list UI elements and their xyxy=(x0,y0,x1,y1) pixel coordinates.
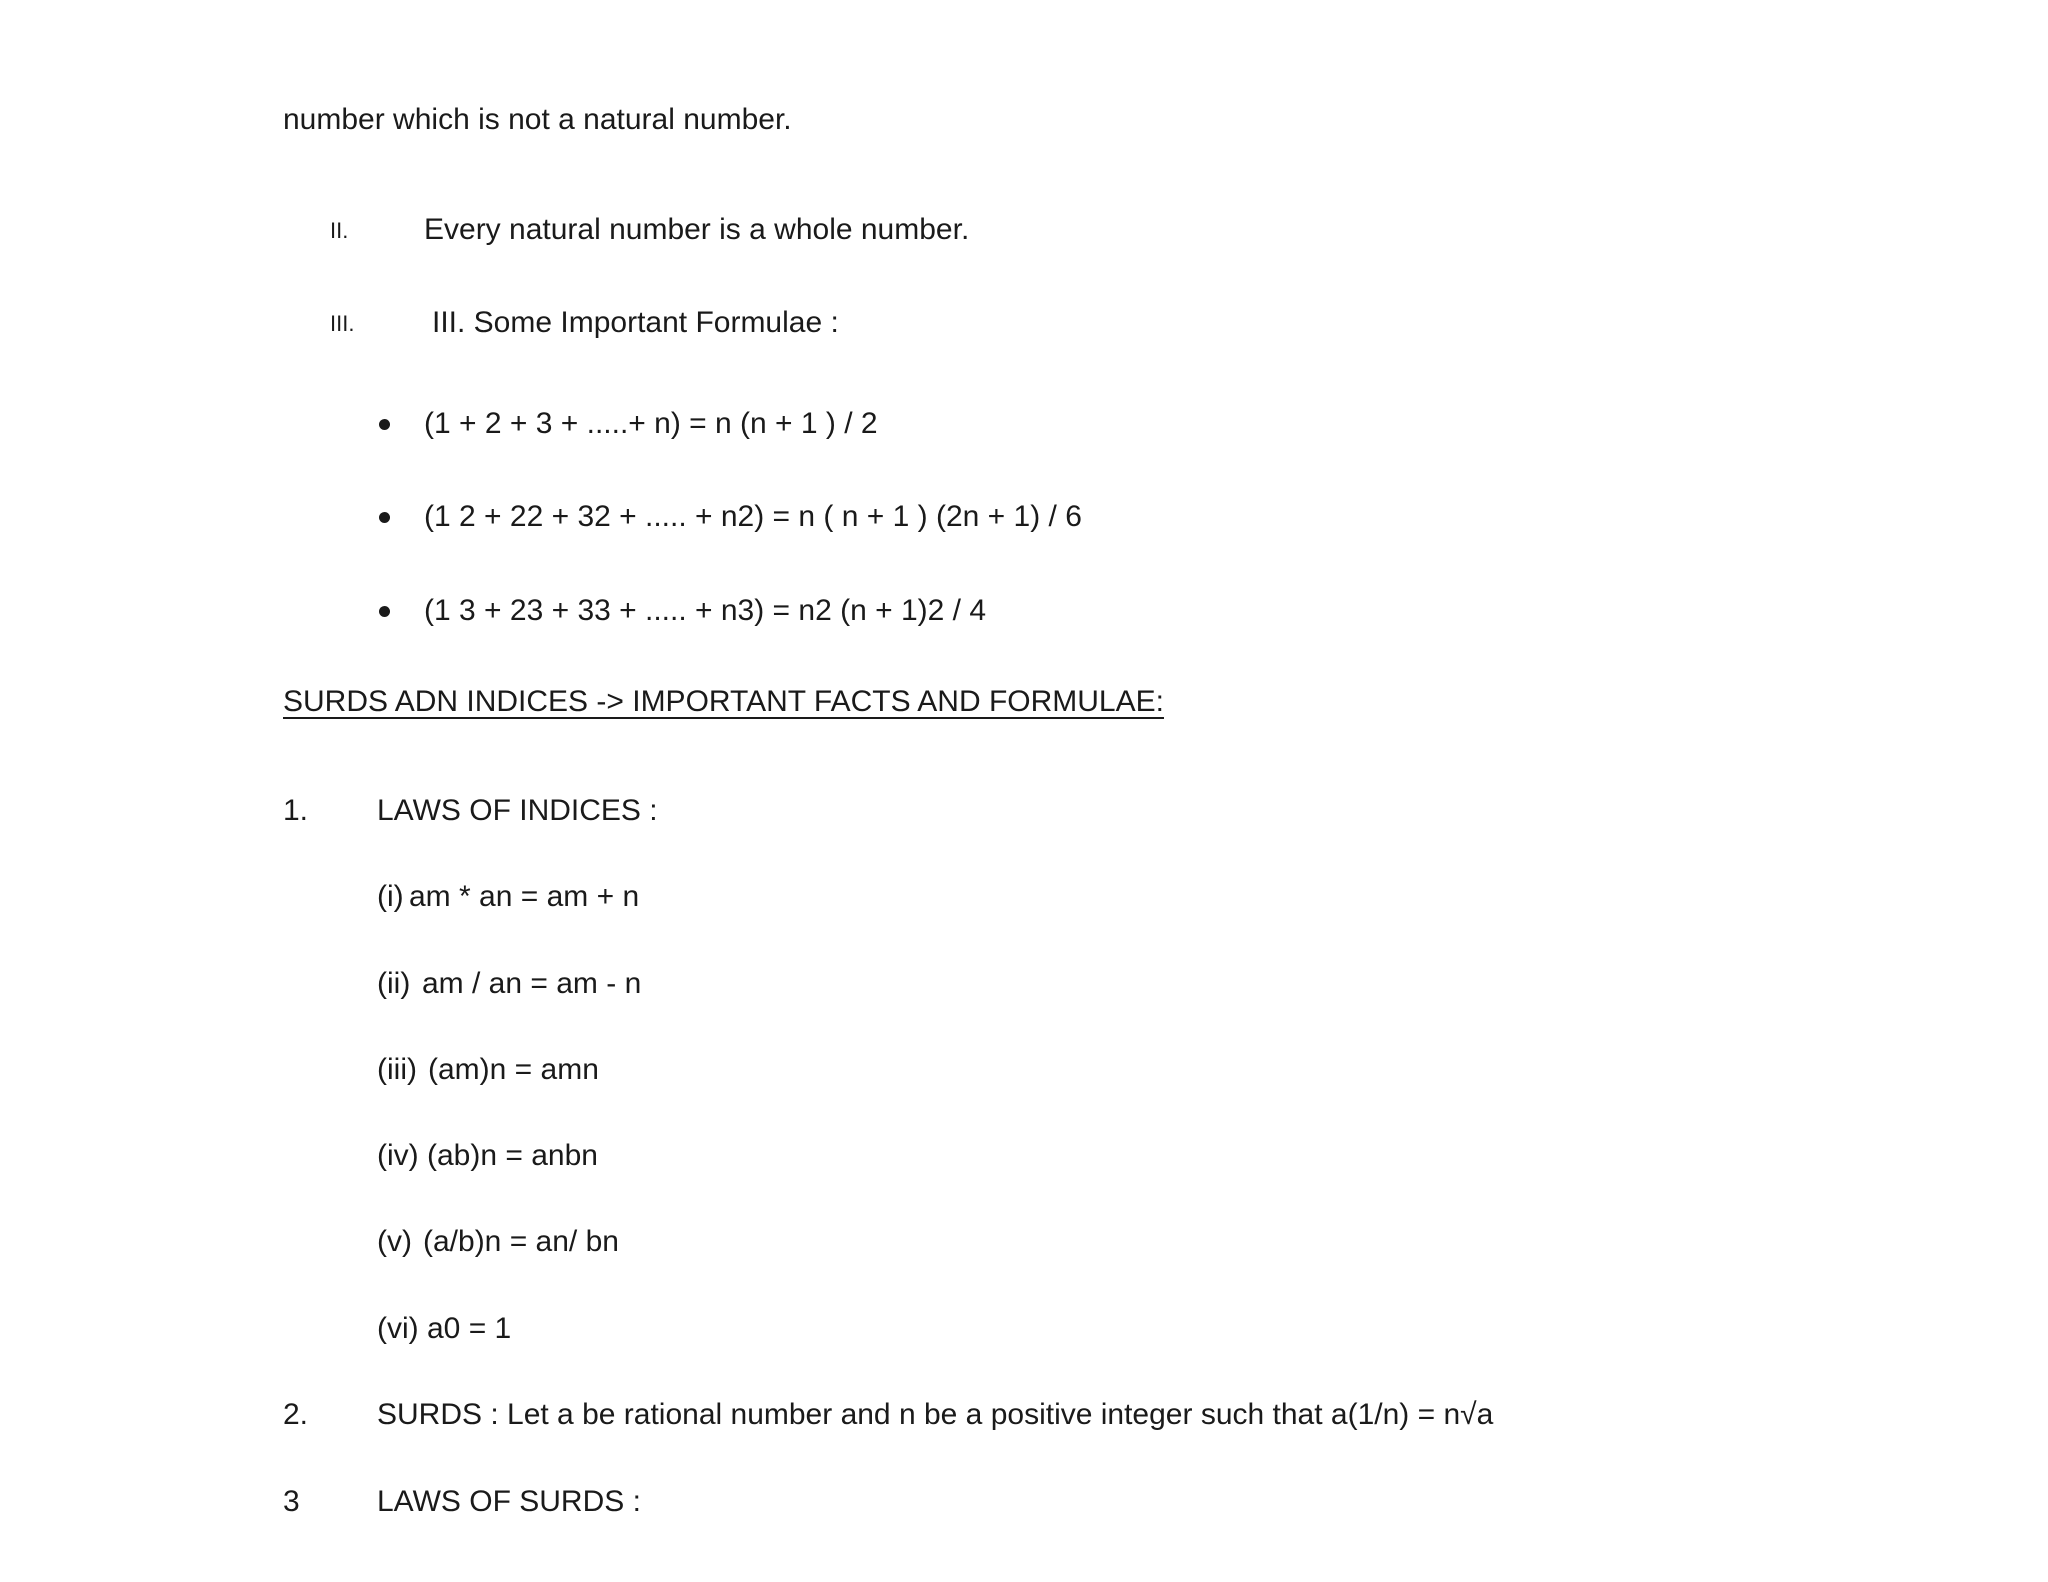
bullet-icon xyxy=(379,419,390,430)
index-law-iii-label: (iii) xyxy=(377,1053,417,1086)
index-law-ii-label: (ii) xyxy=(377,967,411,1000)
roman-marker-ii: II. xyxy=(330,218,349,243)
numbered-item-3-text: LAWS OF SURDS : xyxy=(377,1485,641,1518)
numbered-item-3-number: 3 xyxy=(283,1485,300,1518)
numbered-item-1-text: LAWS OF INDICES : xyxy=(377,794,658,827)
roman-item-ii-text: Every natural number is a whole number. xyxy=(424,213,970,246)
index-law-i-label: (i) xyxy=(377,880,404,913)
index-law-i-text: am * an = am + n xyxy=(409,880,640,913)
index-law-vi-text: a0 = 1 xyxy=(427,1312,512,1345)
intro-text: number which is not a natural number. xyxy=(283,103,792,136)
index-law-vi-label: (vi) xyxy=(377,1312,419,1345)
section-heading: SURDS ADN INDICES -> IMPORTANT FACTS AND FORMULAE: xyxy=(283,685,1164,718)
formula-bullet-1: (1 + 2 + 3 + .....+ n) = n (n + 1 ) / 2 xyxy=(424,407,878,440)
bullet-icon xyxy=(379,512,390,523)
index-law-iv-text: (ab)n = anbn xyxy=(427,1139,598,1172)
index-law-v-label: (v) xyxy=(377,1225,412,1258)
index-law-ii-text: am / an = am - n xyxy=(422,967,642,1000)
numbered-item-1-number: 1. xyxy=(283,794,309,827)
index-law-iii-text: (am)n = amn xyxy=(428,1053,599,1086)
numbered-item-2-text: SURDS : Let a be rational number and n be a positive integer such that a(1/n) = n√a xyxy=(377,1398,1494,1431)
bullet-icon xyxy=(379,606,390,617)
index-law-iv-label: (iv) xyxy=(377,1139,419,1172)
formula-bullet-3: (1 3 + 23 + 33 + ..... + n3) = n2 (n + 1)2 / 4 xyxy=(424,594,987,627)
index-law-v-text: (a/b)n = an/ bn xyxy=(423,1225,619,1258)
formula-bullet-2: (1 2 + 22 + 32 + ..... + n2) = n ( n + 1 ) (2n + 1) / 6 xyxy=(424,500,1082,533)
roman-item-iii-text: III. Some Important Formulae : xyxy=(432,306,839,339)
roman-marker-iii: III. xyxy=(330,311,355,336)
numbered-item-2-number: 2. xyxy=(283,1398,309,1431)
